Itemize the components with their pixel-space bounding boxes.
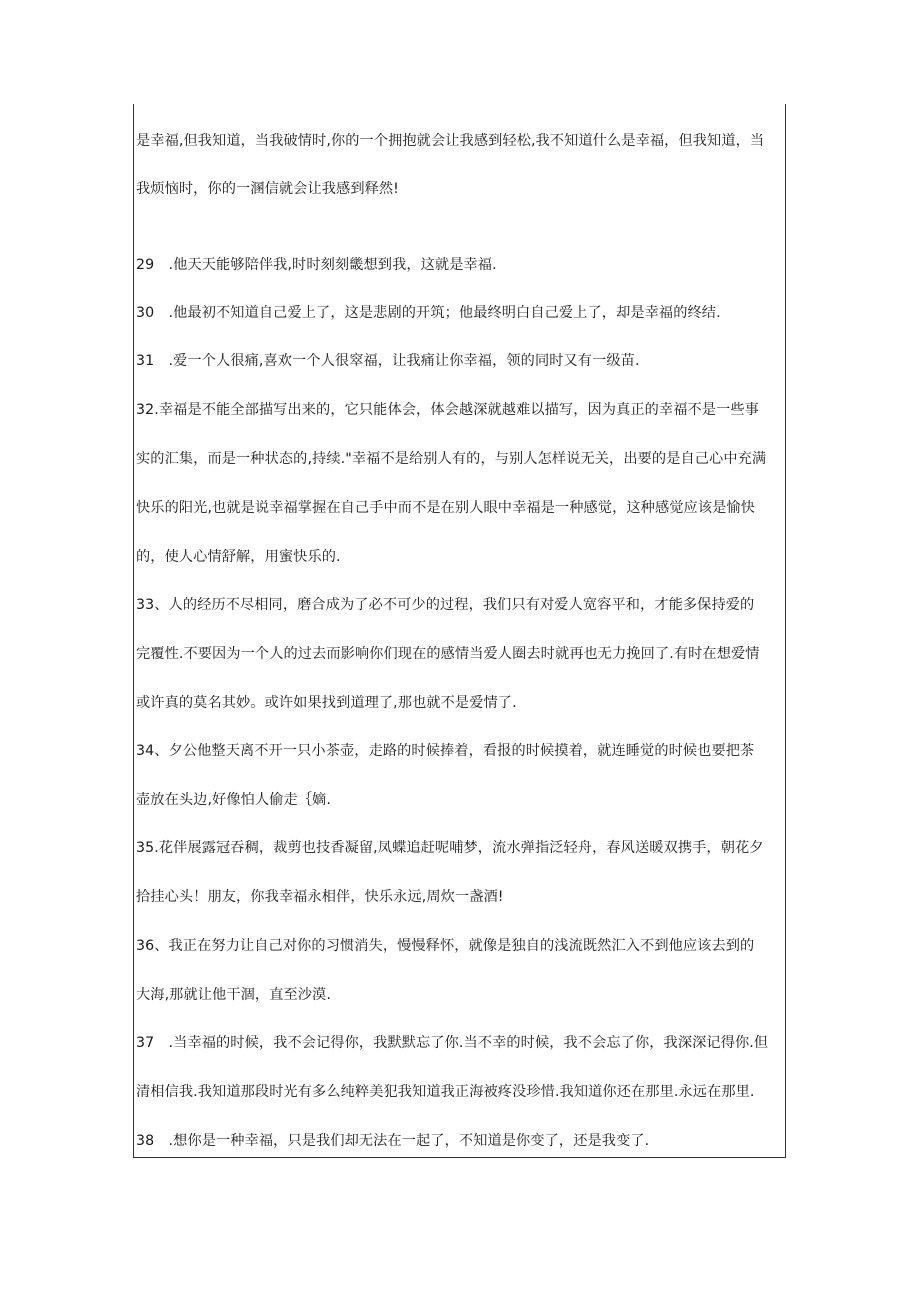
text-line: 大海,那就让他干涸，直至沙漠. — [136, 987, 331, 1003]
text-line: 29 .他天天能够陪伴我,时时刻刻畿想到我，这就是幸福. — [136, 257, 497, 273]
text-line: 或许真的莫名其妙。或许如果找到道理了,那也就不是爱情了. — [136, 695, 517, 711]
text-line: 32.幸福是不能全部描写出来的，它只能体会，体会越深就越难以描写，因为真正的幸福不是一些事 — [136, 402, 759, 418]
text-line: 快乐的阳光,也就是说幸福掌握在自己手中而不是在别人眼中幸福是一种感觉，这种感觉应该是愉快 — [136, 500, 755, 516]
text-line: 31 .爱一个人很痛,喜欢一个人很窣福，让我痛让你幸福，领的同时又有一级苗. — [136, 353, 640, 369]
text-line: 35.花伴展露冠吞稠，裁剪也技香凝留,凤蝶追赶呢哺梦，流水弹指泛轻舟，春风送暖双携手，朝花夕 — [136, 840, 764, 856]
text-line: 36、我正在努力让自己对你的习惯消失，慢慢释怀，就像是独自的浅流既然汇入不到他应该去到的 — [136, 938, 755, 954]
text-line: 拾挂心头！朋友，你我幸福永相伴，快乐永远,周炊一盏酒! — [136, 889, 504, 905]
text-line: 清相信我.我知道那段时光有多么纯粹美犯我知道我正海被疼没珍惜.我知道你还在那里.永远在那里. — [136, 1084, 755, 1100]
text-line: 壶放在头边,好像怕人偷走｛嫡. — [136, 792, 331, 808]
text-line: 实的汇集，而是一种状态的,持续."幸福不是给别人有的，与别人怎样说无关，出要的是自己心中充满 — [136, 451, 767, 467]
text-line: 33、人的经历不尽相同，磨合成为了必不可少的过程，我们只有对爱人宽容平和，才能多保持爱的 — [136, 597, 755, 613]
text-line: 我烦恼时，你的一溷信就会让我感到释然! — [136, 181, 399, 197]
text-line: 37 .当幸福的时候，我不会记得你，我默默忘了你.当不幸的时候，我不会忘了你，我深深记得你.但 — [136, 1035, 769, 1051]
text-line: 完覆性.不要因为一个人的过去而影响你们现在的感情当爱人圈去时就再也无力挽回了.有时在想爱情 — [136, 646, 760, 662]
text-line: 的，使人心情舒解，用蜜快乐的. — [136, 549, 341, 565]
text-line: 30 .他最初不知道自己爱上了，这是悲剧的开筑；他最终明白自己爱上了，却是幸福的终结. — [136, 305, 721, 321]
text-line: 是幸福,但我知道，当我破情时,你的一个拥抱就会让我感到轻松,我不知道什么是幸福，但我知道，当 — [136, 133, 765, 149]
text-line: 34、夕公他整天离不开一只小茶壶，走路的时候捧着，看报的时候摸着，就连睡觉的时候也要把茶 — [136, 743, 755, 759]
text-line: 38 .想你是一种幸福，只是我们却无法在一起了，不知道是你变了，还是我变了. — [136, 1133, 650, 1149]
